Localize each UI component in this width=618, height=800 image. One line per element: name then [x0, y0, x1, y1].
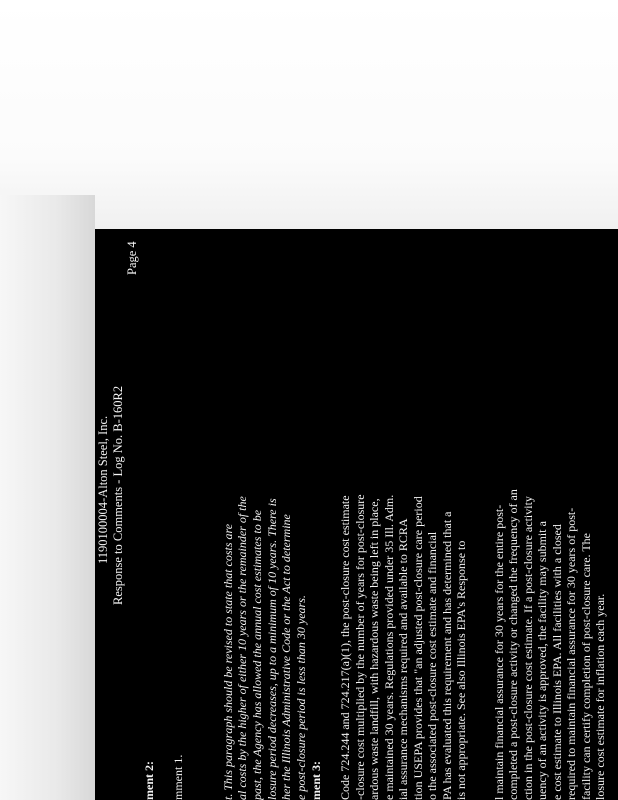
- paragraph-2-line: Code 724.244 and 724.217(a)(1), the post-closure cost estimate: [338, 495, 352, 800]
- paragraph-3-line: l maintain financial assurance for 30 years for the entire post-: [492, 504, 506, 800]
- paragraph-3-line: ction in the post-closure cost estimate. If a post-closure activity: [521, 496, 535, 800]
- paragraph-2-line: tion USEPA provides that "an adjusted post-closure care period: [411, 496, 425, 800]
- comment-2-text: mment 1.: [171, 754, 185, 800]
- paragraph-2-line: ial assurance mechanisms required and available to RCRA: [396, 518, 410, 800]
- paragraph-2-line: -closure cost multiplied by the number of years for post-closure: [353, 494, 367, 800]
- paragraph-3-line: losure cost estimate for inflation each year.: [593, 593, 607, 800]
- rotated-scan-region: [95, 229, 618, 800]
- paragraph-3-line: required to maintain financial assurance for 30 years of post-: [564, 507, 578, 800]
- paragraph-3-line: completed a post-closure activity or changed the frequency of an: [506, 489, 520, 800]
- page-margin-left: [0, 195, 95, 800]
- rotated-text-frame: [95, 229, 618, 800]
- paragraph-2-line: e maintained 30 years. Regulations provided under 35 Ill. Adm.: [382, 494, 396, 800]
- paragraph-1-line: past, the Agency has allowed the annual cost estimates to be: [250, 509, 264, 800]
- paragraph-1-line: her the Illinois Administrative Code or the Act to determine: [279, 514, 293, 800]
- comment-2-heading: ment 2:: [142, 761, 156, 800]
- paragraph-2-line: ardous waste landfill, with hazardous waste being left in place,: [367, 498, 381, 800]
- paragraph-2-line: is not appropriate. See also Illinois EPA's Response to: [454, 540, 468, 800]
- paragraph-1-line: e post-closure period is less than 30 years.: [294, 595, 308, 800]
- paragraph-2-line: PA has evaluated this requirement and has determined that a: [440, 511, 454, 800]
- paragraph-3-line: uency of an activity is approved, the facility may submit a: [535, 521, 549, 800]
- paragraph-2-line: o the associated post-closure cost estimate and financial: [425, 531, 439, 800]
- paragraph-3-line: facility can certify completion of post-closure care. The: [579, 533, 593, 800]
- header-line-3: Page 4: [125, 241, 139, 275]
- paragraph-3-line: e cost estimate to Illinois EPA. All facilities with a closed: [550, 524, 564, 800]
- paragraph-1-line: t. This paragraph should be revised to state that costs are: [221, 523, 235, 800]
- header-line-1: 1190100004-Alton Steel, Inc.: [96, 415, 110, 564]
- comment-3-heading: ment 3:: [309, 761, 323, 800]
- paragraph-1-line: al costs by the higher of either 10 years or the remainder of the: [235, 496, 249, 800]
- paragraph-1-line: losure period decreases, up to a minimum of 10 years. There is: [265, 498, 279, 800]
- header-line-2: Response to Comments - Log No. B-160R2: [111, 385, 125, 605]
